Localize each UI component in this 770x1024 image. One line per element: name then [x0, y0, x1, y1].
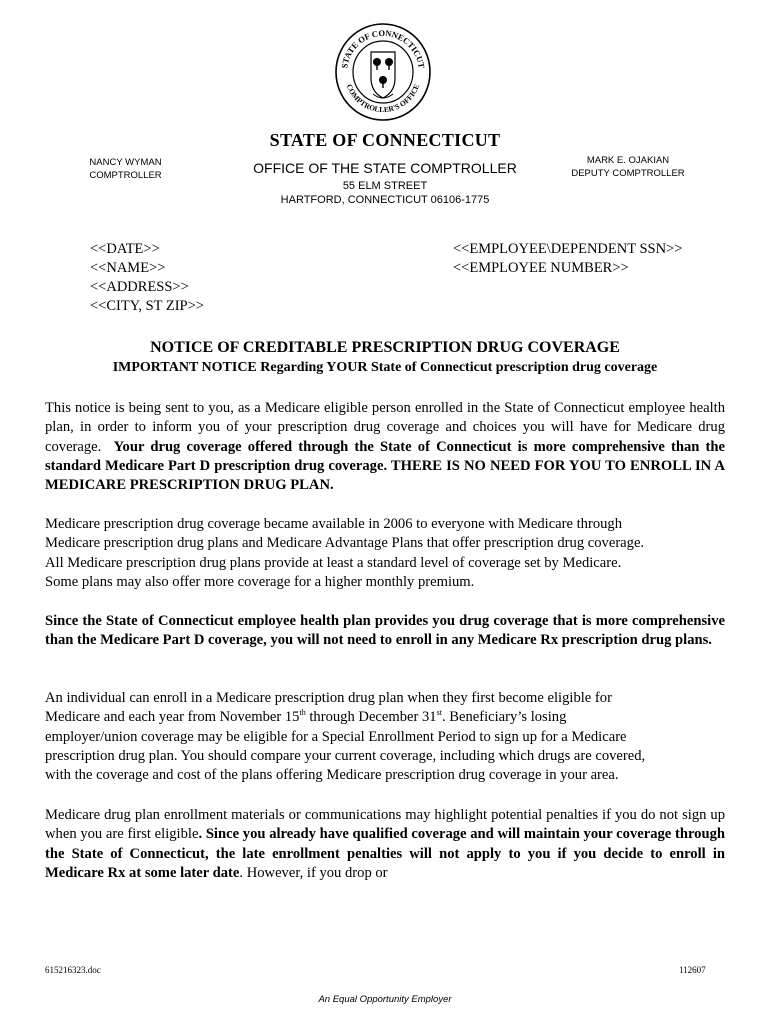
- paragraph-enrollment-period: [45, 689, 725, 785]
- p5-normal-2: . However, if you drop or: [239, 864, 388, 881]
- comptroller-name: NANCY WYMAN: [89, 157, 162, 168]
- state-seal-logo: [333, 22, 433, 122]
- merge-name: <<NAME>>: [90, 260, 166, 276]
- p2-line-2: Medicare prescription drug plans and Medicare Advantage Plans that offer prescription drug coverage.: [45, 535, 645, 552]
- p2-line-1: Medicare prescription drug coverage became available in 2006 to everyone with Medicare through: [45, 516, 623, 532]
- notice-subtitle: IMPORTANT NOTICE Regarding YOUR State of Connecticut prescription drug coverage: [112, 360, 658, 375]
- comptroller-title: COMPTROLLER: [89, 170, 162, 181]
- office-title: OFFICE OF THE STATE COMPTROLLER: [253, 160, 517, 176]
- notice-title: NOTICE OF CREDITABLE PRESCRIPTION DRUG COVERAGE: [150, 339, 620, 356]
- equal-opportunity-employer: An Equal Opportunity Employer: [318, 994, 452, 1005]
- intro-bold-text: Your drug coverage offered through the State of Connecticut is more comprehensive than the standard Medicare Part D prescription drug coverage. THERE IS NO NEED FOR YOU TO ENROLL IN A MEDICARE PRESCRIPTION DRUG PLAN.: [45, 438, 725, 494]
- p5-bold: . Since you already have qualified coverage and will maintain your coverage through the State of Connecticut, the late enrollment penalties will not apply to you if you decide to enroll in Medicare Rx at some later date: [45, 826, 726, 881]
- p5-normal-1: Medicare drug plan enrollment materials or communications may highlight potential penalties if you do not sign up when you are first eligible: [45, 807, 725, 843]
- svg-text:COMPTROLLER'S OFFICE: COMPTROLLER'S OFFICE: [344, 82, 422, 115]
- intro-normal-text: This notice is being sent to you, as a Medicare eligible person enrolled in the State of Connecticut employee health plan, in order to inform you of your prescription drug coverage and choices you will have for Medicare drug coverage.: [45, 400, 725, 455]
- p4-sup-th: th: [299, 708, 306, 718]
- footer-doc-id: 615216323.doc: [45, 965, 101, 975]
- merge-city: <<CITY, ST ZIP>>: [90, 298, 204, 314]
- employee-id-block: [453, 240, 682, 278]
- p4-line-2-a: Medicare and each year from November 15: [45, 709, 300, 726]
- merge-address: <<ADDRESS>>: [90, 279, 189, 295]
- paragraph-no-enroll-needed: Since the State of Connecticut employee health plan provides you drug coverage that is more comprehensive than the Medicare Part D coverage, you will not need to enroll in any Medicare Rx prescription drug plans.: [45, 613, 725, 649]
- state-title: STATE OF CONNECTICUT: [269, 130, 501, 150]
- footer-code: 112607: [679, 965, 706, 975]
- p2-line-3: All Medicare prescription drug plans provide at least a standard level of coverage set by Medicare.: [45, 554, 622, 571]
- svg-text:STATE OF CONNECTICUT: STATE OF CONNECTICUT: [339, 27, 427, 69]
- p4-line-5: with the coverage and cost of the plans offering Medicare prescription drug coverage in your area.: [45, 767, 619, 784]
- paragraph-penalties: [45, 806, 725, 883]
- deputy-comptroller-block: [568, 154, 688, 180]
- p2-line-4: Some plans may also offer more coverage for a higher monthly premium.: [45, 573, 475, 590]
- comptroller-block: [78, 156, 173, 182]
- p4-line-2-c: . Beneficiary’s losing: [441, 709, 567, 726]
- p4-line-3: employer/union coverage may be eligible for a Special Enrollment Period to sign up for a Medicare: [45, 728, 627, 745]
- p4-line-4: prescription drug plan. You should compare your current coverage, including which drugs are covered,: [45, 747, 646, 764]
- merge-date: <<DATE>>: [90, 241, 160, 257]
- p4-line-1: An individual can enroll in a Medicare prescription drug plan when they first become eligible for: [45, 690, 612, 706]
- merge-employee-number: <<EMPLOYEE NUMBER>>: [453, 260, 629, 276]
- p4-line-2: [45, 708, 725, 727]
- deputy-name: MARK E. OJAKIAN: [586, 155, 670, 166]
- merge-ssn: <<EMPLOYEE\DEPENDENT SSN>>: [453, 241, 683, 257]
- p4-line-2-b: through December 31: [305, 709, 437, 726]
- paragraph-intro: [45, 399, 725, 495]
- recipient-block: [90, 240, 204, 316]
- paragraph-medicare-coverage: [45, 515, 725, 592]
- p4-sup-st: st: [436, 708, 442, 718]
- deputy-title: DEPUTY COMPTROLLER: [571, 168, 685, 179]
- office-street: 55 ELM STREET: [342, 180, 428, 192]
- office-city: HARTFORD, CONNECTICUT 06106-1775: [280, 194, 490, 206]
